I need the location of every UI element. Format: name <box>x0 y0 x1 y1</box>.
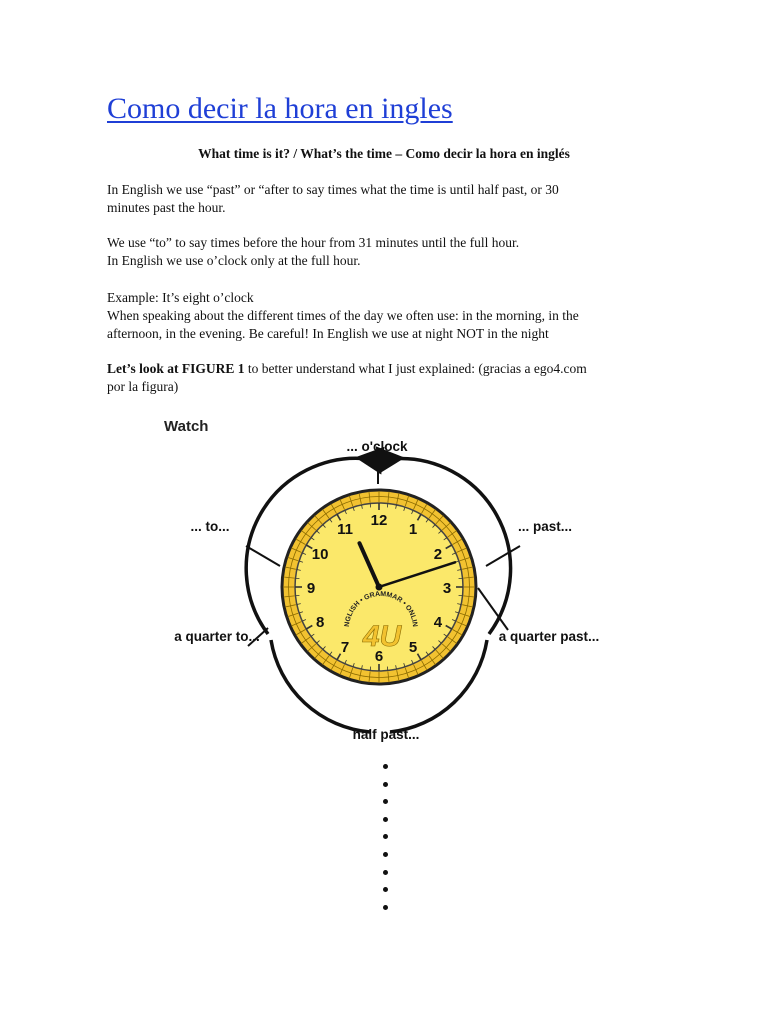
clock-number: 8 <box>315 614 325 631</box>
pointer-line-to <box>246 546 280 566</box>
paragraph-line: afternoon, in the evening. Be careful! In English we use at night NOT in the night <box>107 326 549 341</box>
continuation-dot <box>383 905 388 910</box>
label-quarter-past: a quarter past... <box>498 629 600 644</box>
clock-number: 6 <box>374 648 384 665</box>
label-quarter-to: a quarter to... <box>174 629 260 644</box>
clock-number: 4 <box>433 614 443 631</box>
clock-number: 3 <box>442 580 452 597</box>
paragraph-line <box>107 360 667 378</box>
label-half-past: half past... <box>352 727 420 742</box>
logo-arc-text: NGLISH • GRAMMAR • ONLIN <box>343 590 419 628</box>
document-subtitle: What time is it? / What’s the time – Como decir la hora en inglés <box>198 146 570 161</box>
figure-reference-text: to better understand what I just explained: (gracias a ego4.com <box>244 361 587 376</box>
clock-number: 11 <box>337 521 353 539</box>
label-past: ... past... <box>517 519 573 534</box>
logo-4u: 4U <box>362 620 402 653</box>
label-to: ... to... <box>190 519 230 534</box>
paragraph-past-after <box>107 181 667 217</box>
paragraph-line: Example: It’s eight o’clock <box>107 290 254 305</box>
dotted-continuation <box>379 764 391 922</box>
clock-number: 5 <box>408 638 418 656</box>
pointer-line-past <box>486 546 520 566</box>
clock-number: 2 <box>433 546 443 563</box>
document-title-link[interactable]: Como decir la hora en ingles <box>107 92 453 125</box>
clock-number: 1 <box>408 521 418 539</box>
continuation-dot <box>383 887 388 892</box>
paragraph-line: We use “to” to say times before the hour from 31 minutes until the full hour. <box>107 235 520 250</box>
clock-number: 12 <box>370 512 388 529</box>
clock-number: 10 <box>311 546 329 563</box>
continuation-dot <box>383 799 388 804</box>
continuation-dot <box>383 817 388 822</box>
clock-number: 9 <box>306 580 316 597</box>
paragraph-line: When speaking about the different times of the day we often use: in the morning, in the <box>107 308 579 323</box>
paragraph-line: por la figura) <box>107 379 179 394</box>
continuation-dot <box>383 764 388 769</box>
continuation-dot <box>383 782 388 787</box>
paragraph-line: minutes past the hour. <box>107 200 226 215</box>
continuation-dot <box>383 834 388 839</box>
paragraph-line: In English we use “past” or “after to say times what the time is until half past, or 30 <box>107 182 559 197</box>
clock-center-pin <box>376 584 383 591</box>
continuation-dot <box>383 852 388 857</box>
paragraph-to-oclock <box>107 234 667 270</box>
figure-reference-lead: Let’s look at FIGURE 1 <box>107 361 245 376</box>
label-oclock: ... o'clock <box>346 439 408 454</box>
continuation-dot <box>383 870 388 875</box>
paragraph-figure-reference <box>107 360 667 396</box>
figure-heading: Watch <box>164 418 209 435</box>
paragraph-example <box>107 289 667 343</box>
clock-figure <box>150 410 630 750</box>
paragraph-line: In English we use o’clock only at the full hour. <box>107 253 361 268</box>
clock-number: 7 <box>340 638 350 656</box>
